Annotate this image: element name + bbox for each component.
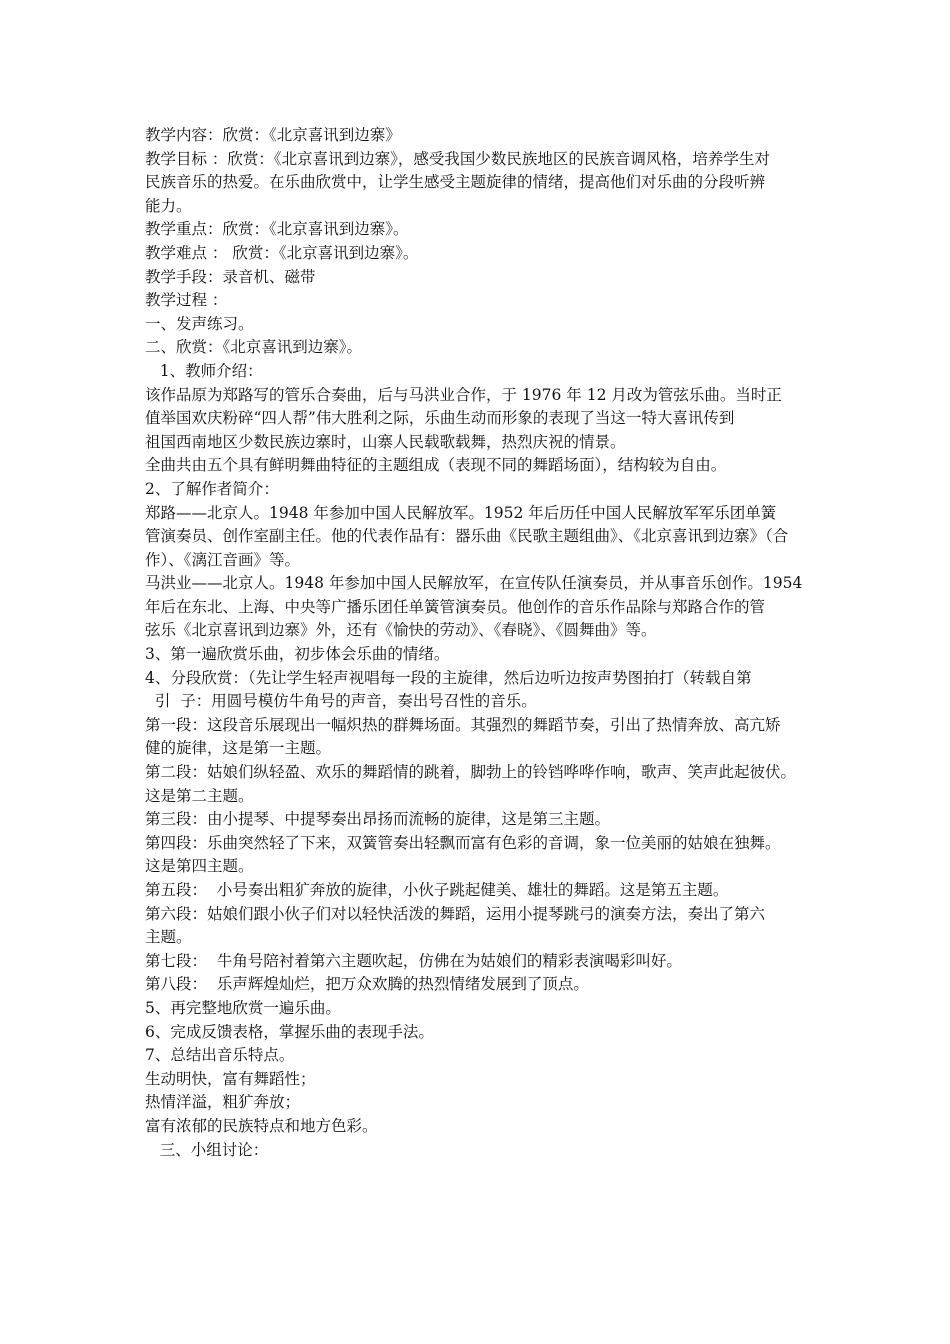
text-line: 热情洋溢，粗犷奔放； (145, 1093, 301, 1112)
text-line: 健的旋律，这是第一主题。 (145, 739, 332, 758)
text-line: 第一段：这段音乐展现出一幅炽热的群舞场面。其强烈的舞蹈节奏，引出了热情奔放、高亢矫 (145, 715, 781, 734)
text-line: 主题。 (145, 928, 192, 947)
text-line: 第七段： 牛角号陪衬着第六主题吹起，仿佛在为姑娘们的精彩表演喝彩叫好。 (145, 951, 682, 970)
text-line: 民族音乐的热爱。在乐曲欣赏中，让学生感受主题旋律的情绪，提高他们对乐曲的分段听辨 (145, 173, 766, 192)
text-line: 5、再完整地欣赏一遍乐曲。 (145, 998, 341, 1017)
text-line: 能力。 (145, 196, 192, 215)
text-line: 弦乐《北京喜讯到边寨》外，还有《愉快的劳动》、《春晓》、《圆舞曲》等。 (145, 621, 657, 640)
text-line: 马洪业——北京人。1948 年参加中国人民解放军，在宣传队任演奏员，并从事音乐创作。1954 (145, 574, 803, 593)
text-line: 教学难点 ： 欣赏：《北京喜讯到边寨》。 (145, 243, 419, 262)
text-line: 第八段： 乐声辉煌灿烂，把万众欢腾的热烈情绪发展到了顶点。 (145, 975, 589, 994)
document-body (145, 124, 807, 1162)
text-line: 7、总结出音乐特点。 (145, 1046, 295, 1065)
text-line: 作）、《漓江音画》等。 (145, 550, 301, 569)
text-line: 2、了解作者简介： (145, 479, 279, 498)
text-line: 教学目标 ：欣赏：《北京喜讯到边寨》，感受我国少数民族地区的民族音调风格，培养学生对 (145, 149, 770, 168)
text-line: 4、分段欣赏：（先让学生轻声视唱每一段的主旋律，然后边听边按声势图拍打（转载自第 (145, 668, 752, 687)
text-line: 1、教师介绍： (145, 361, 263, 380)
text-line: 引 子：用圆号模仿牛角号的声音，奏出号召性的音乐。 (145, 692, 537, 711)
text-line: 第五段： 小号奏出粗犷奔放的旋律，小伙子跳起健美、雄壮的舞蹈。这是第五主题。 (145, 881, 729, 899)
text-line: 郑路——北京人。1948 年参加中国人民解放军。1952 年后历任中国人民解放军军乐团单簧 (145, 503, 777, 522)
text-line: 三、小组讨论： (145, 1140, 269, 1159)
text-line: 年后在东北、上海、中央等广播乐团任单簧管演奏员。他创作的音乐作品除与郑路合作的管 (145, 597, 766, 616)
text-line: 管演奏员、创作室副主任。他的代表作品有：器乐曲《民歌主题组曲》、《北京喜讯到边寨》（合 (145, 527, 789, 546)
text-line: 教学过程 ： (145, 291, 228, 310)
text-line: 3、第一遍欣赏乐曲，初步体会乐曲的情绪。 (145, 645, 450, 664)
text-line: 值举国欢庆粉碎“四人帮”伟大胜利之际，乐曲生动而形象的表现了当这一特大喜讯传到 (145, 409, 735, 428)
text-line: 该作品原为郑路写的管乐合奏曲，后与马洪业合作，于 1976 年 12 月改为管弦乐曲。当时正 (145, 385, 782, 404)
text-line: 教学手段：录音机、磁带 (145, 267, 316, 286)
text-line: 6、完成反馈表格，掌握乐曲的表现手法。 (145, 1022, 434, 1041)
text-line: 这是第四主题。 (145, 857, 254, 876)
text-line: 这是第二主题。 (145, 786, 254, 805)
text-line: 一、发声练习。 (145, 314, 254, 333)
text-line: 生动明快，富有舞蹈性； (145, 1069, 316, 1088)
text-line: 第三段：由小提琴、中提琴奏出昂扬而流畅的旋律，这是第三主题。 (145, 810, 611, 829)
text-line: 祖国西南地区少数民族边寨时，山寨人民载歌载舞，热烈庆祝的情景。 (145, 432, 626, 451)
text-line: 全曲共由五个具有鲜明舞曲特征的主题组成（表现不同的舞蹈场面），结构较为自由。 (145, 456, 727, 475)
text-line: 富有浓郁的民族特点和地方色彩。 (145, 1116, 378, 1135)
text-line: 第二段：姑娘们纵轻盈、欢乐的舞蹈情的跳着，脚勃上的铃铛哗哗作响，歌声、笑声此起彼伏。 (145, 763, 797, 782)
text-line: 第六段：姑娘们跟小伙子们对以轻快活泼的舞蹈，运用小提琴跳弓的演奏方法，奏出了第六 (145, 904, 766, 923)
text-line: 教学内容：欣赏：《北京喜讯到边寨》 (145, 126, 401, 144)
text-line: 第四段：乐曲突然轻了下来，双簧管奏出轻飘而富有色彩的音调，象一位美丽的姑娘在独舞。 (145, 833, 781, 852)
text-line: 教学重点：欣赏：《北京喜讯到边寨》。 (145, 220, 409, 239)
text-line: 二、欣赏：《北京喜讯到边寨》。 (145, 338, 363, 357)
